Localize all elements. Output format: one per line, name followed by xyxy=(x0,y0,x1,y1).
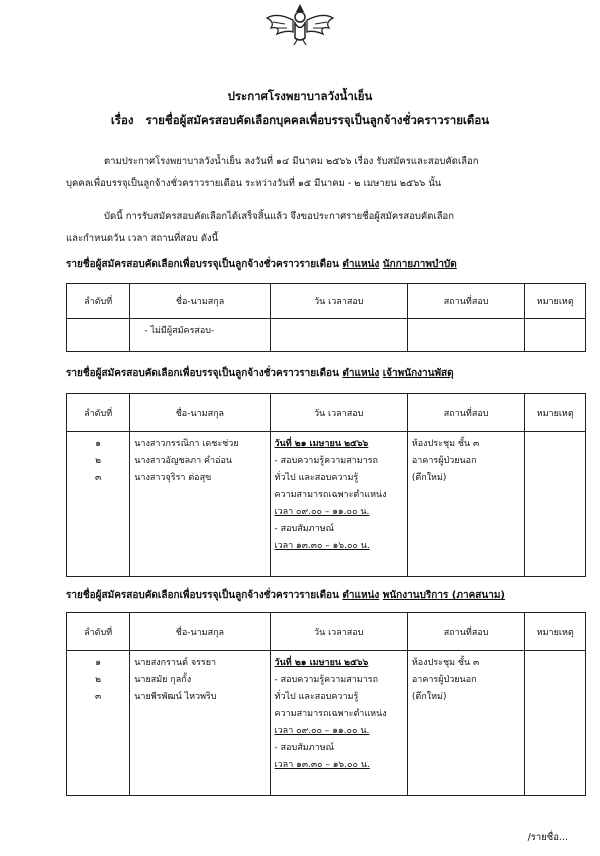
applicant-name: นางสาวกรรณิกา เดชะช่วย xyxy=(134,439,239,449)
applicant-name: นายพีรพัฒน์ ไหวพริบ xyxy=(134,692,217,702)
row-number: ๒ xyxy=(95,456,102,466)
intro-line-1: ตามประกาศโรงพยาบาลวังน้ำเย็น ลงวันที่ ๑๔ มีนาคม ๒๕๖๖ เรื่อง รับสมัครและสอบคัดเลือก xyxy=(104,156,479,167)
exam-time: เวลา ๐๙.๐๐ – ๑๑.๐๐ น. xyxy=(274,726,370,736)
position-label: ตำแหน่ง xyxy=(342,368,380,379)
position-name: นักกายภาพบำบัด xyxy=(382,259,457,270)
subject-line xyxy=(0,112,600,130)
section-2-heading xyxy=(66,366,586,381)
exam-item: - สอบความรู้ความสามารถ xyxy=(274,675,379,685)
intro-line-3: บัดนี้ การรับสมัครสอบคัดเลือกได้เสร็จสิ้นแล้ว จึงขอประกาศรายชื่อผู้สมัครสอบคัดเลือก xyxy=(104,211,454,222)
section-heading-text: รายชื่อผู้สมัครสอบคัดเลือกเพื่อบรรจุเป็นลูกจ้างชั่วคราวรายเดือน xyxy=(66,368,339,379)
col-remark: หมายเหตุ xyxy=(525,613,586,651)
col-no: ลำดับที่ xyxy=(67,394,130,432)
col-time: วัน เวลาสอบ xyxy=(270,613,407,651)
table-row xyxy=(67,651,586,796)
exam-item: - สอบสัมภาษณ์ xyxy=(274,524,334,534)
exam-item: - สอบความรู้ความสามารถ xyxy=(274,456,378,466)
col-no: ลำดับที่ xyxy=(67,613,130,651)
col-name: ชื่อ-นามสกุล xyxy=(130,284,270,319)
page-title: ประกาศโรงพยาบาลวังน้ำเย็น xyxy=(227,89,373,103)
col-name: ชื่อ-นามสกุล xyxy=(130,394,270,432)
continued-note: /รายชื่อ... xyxy=(527,832,568,843)
no-applicant-text: - ไม่มีผู้สมัครสอบ- xyxy=(144,326,215,336)
row-number: ๑ xyxy=(95,658,101,668)
exam-date: วันที่ ๒๑ เมษายน ๒๕๖๖ xyxy=(274,658,369,668)
position-name: พนักงานบริการ (ภาคสนาม) xyxy=(382,590,505,601)
exam-item: ทั่วไป และสอบความรู้ xyxy=(274,692,359,702)
exam-time: เวลา ๐๙.๐๐ – ๑๑.๐๐ น. xyxy=(274,507,370,517)
exam-place: ห้องประชุม ชั้น ๓ xyxy=(411,439,480,449)
subject-text: รายชื่อผู้สมัครสอบคัดเลือกบุคคลเพื่อบรรจุเป็นลูกจ้างชั่วคราวรายเดือน xyxy=(145,113,490,127)
col-no: ลำดับที่ xyxy=(67,284,130,319)
row-number: ๓ xyxy=(95,692,102,702)
exam-date: วันที่ ๒๑ เมษายน ๒๕๖๖ xyxy=(274,439,369,449)
col-time: วัน เวลาสอบ xyxy=(270,394,407,432)
exam-item: - สอบสัมภาษณ์ xyxy=(274,743,334,753)
table-row xyxy=(67,432,586,577)
table-row xyxy=(67,319,586,352)
section-heading-text: รายชื่อผู้สมัครสอบคัดเลือกเพื่อบรรจุเป็นลูกจ้างชั่วคราวรายเดือน xyxy=(66,259,339,270)
exam-place: (ตึกใหม่) xyxy=(411,692,447,702)
row-number: ๑ xyxy=(95,439,101,449)
exam-time: เวลา ๑๓.๓๐ – ๑๖.๐๐ น. xyxy=(274,760,370,770)
subject-label: เรื่อง xyxy=(110,113,134,127)
exam-item: ความสามารถเฉพาะตำแหน่ง xyxy=(274,709,387,719)
exam-place: (ตึกใหม่) xyxy=(411,473,447,483)
intro-line-4: และกำหนดวัน เวลา สถานที่สอบ ดังนี้ xyxy=(66,233,219,244)
applicant-name: นายสงกรานต์ จรรยา xyxy=(134,658,217,668)
exam-time: เวลา ๑๓.๓๐ – ๑๖.๐๐ น. xyxy=(274,541,370,551)
section-1-table xyxy=(66,283,586,352)
col-place: สถานที่สอบ xyxy=(407,284,524,319)
exam-place: ห้องประชุม ชั้น ๓ xyxy=(411,658,480,668)
row-number: ๓ xyxy=(95,473,102,483)
intro-line-2: บุคคลเพื่อบรรจุเป็นลูกจ้างชั่วคราวรายเดือน ระหว่างวันที่ ๑๕ มีนาคม - ๒ เมษายน ๒๕๖๖ นั้น xyxy=(66,178,442,189)
col-time: วัน เวลาสอบ xyxy=(270,284,407,319)
exam-item: ทั่วไป และสอบความรู้ xyxy=(274,473,359,483)
section-3-heading xyxy=(66,588,586,603)
applicant-name: นางสาวจุริรา ต่อสุข xyxy=(134,473,212,483)
col-place: สถานที่สอบ xyxy=(407,613,525,651)
section-heading-text: รายชื่อผู้สมัครสอบคัดเลือกเพื่อบรรจุเป็นลูกจ้างชั่วคราวรายเดือน xyxy=(66,590,339,601)
position-label: ตำแหน่ง xyxy=(342,590,380,601)
exam-item: ความสามารถเฉพาะตำแหน่ง xyxy=(274,490,387,500)
col-place: สถานที่สอบ xyxy=(407,394,525,432)
section-2-table xyxy=(66,393,586,577)
exam-place: อาคารผู้ป่วยนอก xyxy=(411,675,477,685)
position-label: ตำแหน่ง xyxy=(342,259,380,270)
col-name: ชื่อ-นามสกุล xyxy=(130,613,270,651)
section-3-table xyxy=(66,612,586,796)
section-1-heading xyxy=(66,257,586,272)
col-remark: หมายเหตุ xyxy=(525,284,586,319)
position-name: เจ้าพนักงานพัสดุ xyxy=(382,368,454,379)
exam-place: อาคารผู้ป่วยนอก xyxy=(411,456,477,466)
garuda-emblem-icon xyxy=(263,2,337,46)
applicant-name: นายสมัย กุลกั้ง xyxy=(134,675,192,685)
col-remark: หมายเหตุ xyxy=(525,394,586,432)
applicant-name: นางสาวอัญชลภา คำอ่อน xyxy=(134,456,233,466)
row-number: ๒ xyxy=(95,675,102,685)
